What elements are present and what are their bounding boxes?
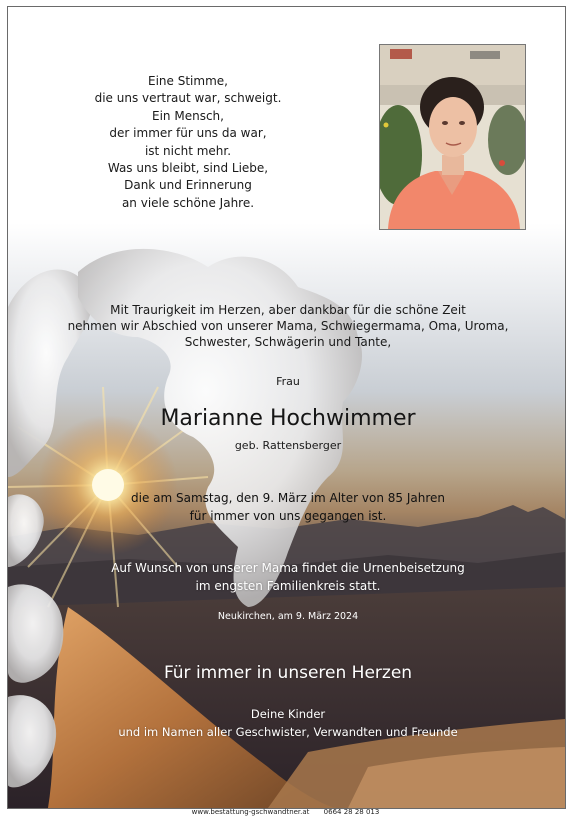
- poem-line: Ein Mensch,: [152, 108, 224, 123]
- portrait-photo: [379, 44, 526, 230]
- footer-phone: 0664 28 28 013: [323, 808, 380, 816]
- memorial-poem: [68, 73, 308, 212]
- burial-line: im engsten Familienkreis statt.: [195, 579, 381, 593]
- intro-line: nehmen wir Abschied von unserer Mama, Schwiegermama, Oma, Uroma,: [67, 319, 509, 333]
- mourners-list: [78, 705, 498, 741]
- portrait-image: [380, 45, 525, 229]
- intro-line: Mit Traurigkeit im Herzen, aber dankbar für die schöne Zeit: [110, 303, 466, 317]
- funeral-home-footer: [0, 808, 571, 816]
- poem-line: Dank und Erinnerung: [124, 178, 252, 193]
- poem-line: Eine Stimme,: [148, 74, 228, 88]
- burial-line: Auf Wunsch von unserer Mama findet die Urnenbeisetzung: [111, 561, 465, 575]
- intro-line: Schwester, Schwägerin und Tante,: [184, 335, 392, 349]
- memorial-motto: Für immer in unseren Herzen: [163, 663, 413, 683]
- poem-line: ist nicht mehr.: [144, 143, 232, 158]
- poem-line: die uns vertraut war, schweigt.: [94, 91, 282, 106]
- footer-website-link[interactable]: www.bestattung-gschwandtner.at: [191, 808, 310, 816]
- deceased-birth-name: geb. Rattensberger: [234, 439, 342, 452]
- deceased-name: Marianne Hochwimmer: [160, 406, 416, 431]
- death-line: für immer von uns gegangen ist.: [189, 509, 387, 523]
- death-notice: [88, 489, 488, 525]
- mourners-line: und im Namen aller Geschwister, Verwandten und Freunde: [118, 725, 458, 739]
- mourners-line: Deine Kinder: [250, 707, 326, 721]
- deceased-title: Frau: [276, 375, 300, 388]
- place-and-date: Neukirchen, am 9. März 2024: [217, 611, 359, 622]
- obituary-card: [7, 6, 566, 809]
- death-line: die am Samstag, den 9. März im Alter von 85 Jahren: [131, 491, 445, 505]
- farewell-intro: [48, 302, 528, 350]
- poem-line: der immer für uns da war,: [109, 126, 267, 141]
- poem-line: Was uns bleibt, sind Liebe,: [107, 161, 269, 176]
- poem-line: an viele schöne Jahre.: [121, 195, 255, 210]
- burial-notice: [88, 559, 488, 595]
